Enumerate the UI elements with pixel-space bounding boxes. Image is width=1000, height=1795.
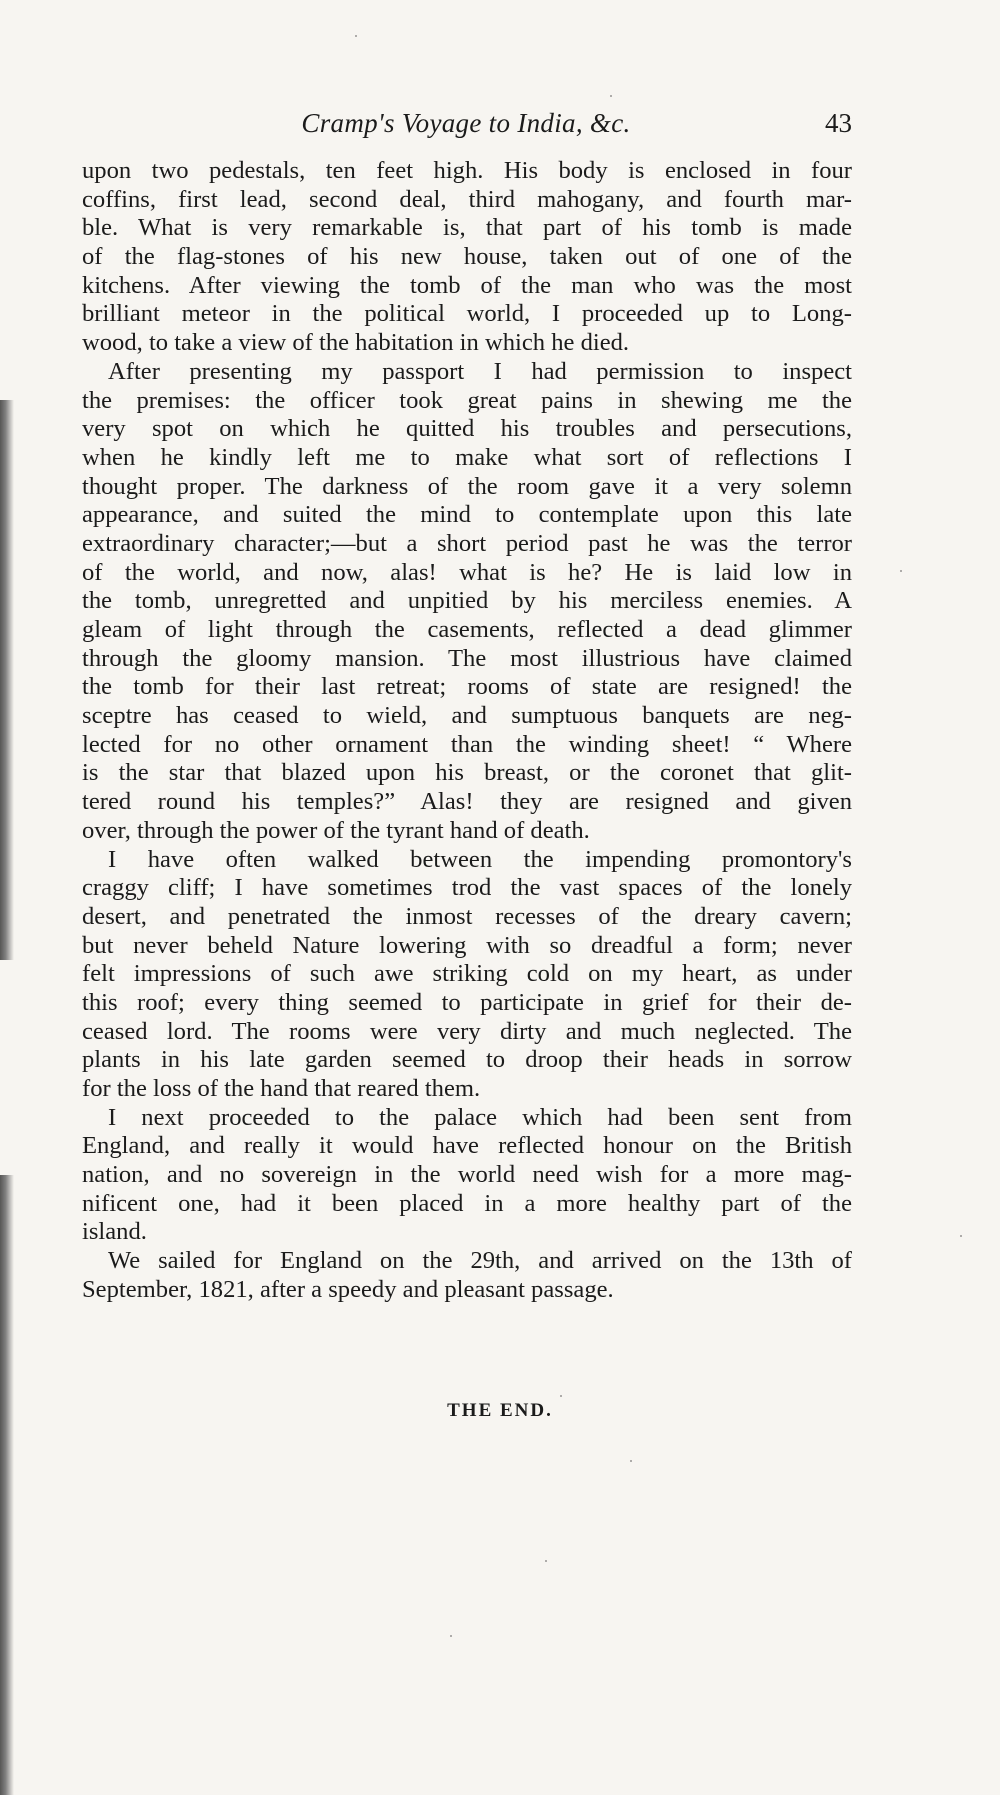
text-line: the tomb, unregretted and unpitied by his merciless enemies. A xyxy=(82,587,852,615)
scan-speck xyxy=(560,1395,562,1397)
text-line: coffins, first lead, second deal, third mahogany, and fourth mar- xyxy=(82,185,852,213)
text-line: gleam of light through the casements, reflected a dead glimmer xyxy=(82,616,852,643)
text-line: craggy cliff; I have sometimes trod the vast spaces of the lonely xyxy=(82,874,852,902)
text-line: of the world, and now, alas! what is he? He is laid low in xyxy=(82,558,852,586)
text-line: of the flag-stones of his new house, taken out of one of the xyxy=(82,243,852,271)
text-line: appearance, and suited the mind to contemplate upon this late xyxy=(82,501,852,529)
running-head xyxy=(80,108,852,148)
scan-speck xyxy=(630,1460,632,1462)
text-line: ble. What is very remarkable is, that part of his tomb is made xyxy=(82,214,852,242)
text-line: very spot on which he quitted his troubles and persecutions, xyxy=(82,415,852,443)
scan-speck xyxy=(545,1560,547,1562)
body-text xyxy=(82,157,852,1305)
scan-speck xyxy=(355,35,357,37)
text-line: ceased lord. The rooms were very dirty and much neglected. The xyxy=(82,1017,852,1045)
text-line: I have often walked between the impending promontory's xyxy=(108,845,852,873)
text-line: tered round his temples?” Alas! they are resigned and given xyxy=(82,788,852,816)
text-line: for the loss of the hand that reared them. xyxy=(82,1075,481,1102)
text-line: island. xyxy=(82,1218,147,1246)
text-line: over, through the power of the tyrant hand of death. xyxy=(82,816,590,844)
text-line: After presenting my passport I had permission to inspect xyxy=(108,357,852,385)
binding-shadow xyxy=(0,1175,14,1795)
text-line: when he kindly left me to make what sort of reflections I xyxy=(82,443,852,471)
scan-speck xyxy=(960,1235,962,1237)
text-line: brilliant meteor in the political world, I proceeded up to Long- xyxy=(82,300,852,328)
text-line: plants in his late garden seemed to droop their heads in sorrow xyxy=(82,1046,852,1074)
text-line: nificent one, had it been placed in a more healthy part of the xyxy=(82,1189,852,1217)
page-number: 43 xyxy=(825,108,852,138)
text-line: desert, and penetrated the inmost recesses of the dreary cavern; xyxy=(82,902,852,930)
text-line: kitchens. After viewing the tomb of the man who was the most xyxy=(82,271,852,299)
text-line: lected for no other ornament than the winding sheet! “ Where xyxy=(82,730,852,758)
scan-speck xyxy=(610,95,612,97)
text-line: the tomb for their last retreat; rooms of state are resigned! the xyxy=(82,673,852,701)
text-line: England, and really it would have reflected honour on the British xyxy=(82,1132,852,1160)
text-line: wood, to take a view of the habitation in which he died. xyxy=(82,329,630,357)
text-line: extraordinary character;—but a short period past he was the terror xyxy=(82,529,852,557)
text-line: felt impressions of such awe striking cold on my heart, as under xyxy=(82,960,852,988)
the-end: THE END. xyxy=(447,1400,553,1421)
text-line: sceptre has ceased to wield, and sumptuous banquets are neg- xyxy=(82,702,852,730)
text-line: September, 1821, after a speedy and pleasant passage. xyxy=(82,1275,614,1303)
binding-shadow xyxy=(0,400,14,960)
text-line: through the gloomy mansion. The most illustrious have claimed xyxy=(82,644,852,672)
text-line: the premises: the officer took great pains in shewing me the xyxy=(82,386,852,414)
text-line: I next proceeded to the palace which had been sent from xyxy=(108,1103,852,1131)
text-line: this roof; every thing seemed to participate in grief for their de- xyxy=(82,988,852,1016)
scan-speck xyxy=(450,1635,452,1637)
running-title: Cramp's Voyage to India, &c. xyxy=(301,108,631,138)
text-line: is the star that blazed upon his breast, or the coronet that glit- xyxy=(82,759,852,787)
text-line: upon two pedestals, ten feet high. His body is enclosed in four xyxy=(82,157,852,184)
scan-speck xyxy=(900,570,902,572)
text-line: but never beheld Nature lowering with so dreadful a form; never xyxy=(82,931,852,959)
text-line: We sailed for England on the 29th, and arrived on the 13th of xyxy=(108,1247,852,1275)
text-line: thought proper. The darkness of the room gave it a very solemn xyxy=(82,472,852,500)
text-line: nation, and no sovereign in the world need wish for a more mag- xyxy=(82,1161,852,1189)
